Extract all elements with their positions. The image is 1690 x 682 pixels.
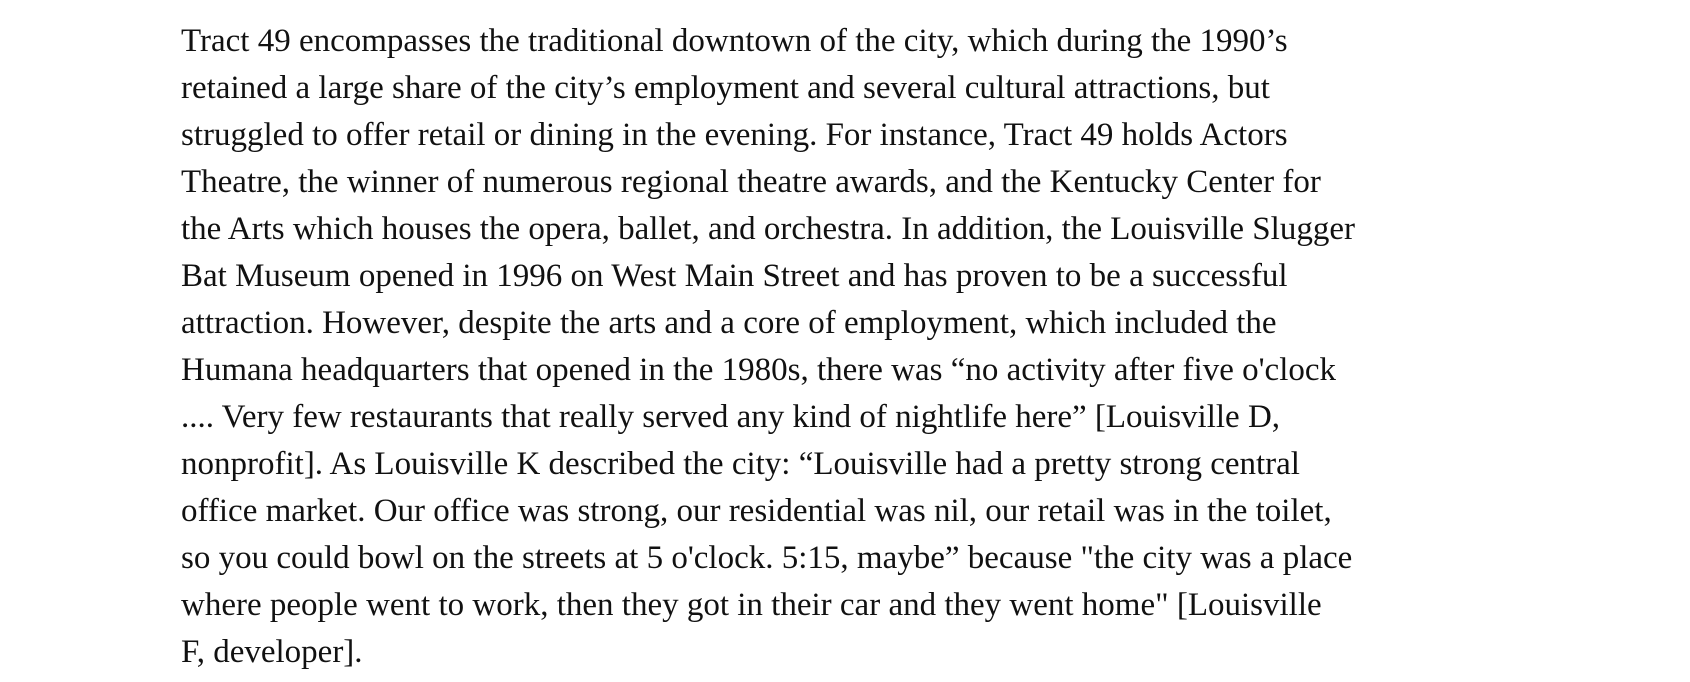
paragraph-line-3: struggled to offer retail or dining in the evening. For instance, Tract 49 holds Actors: [181, 117, 1288, 153]
paragraph-line-5: the Arts which houses the opera, ballet, and orchestra. In addition, the Louisville Slugger: [181, 211, 1355, 247]
paragraph-line-9: .... Very few restaurants that really served any kind of nightlife here” [Louisville D,: [181, 399, 1281, 435]
paragraph-line-4: Theatre, the winner of numerous regional theatre awards, and the Kentucky Center for: [181, 164, 1321, 200]
paragraph-line-13: where people went to work, then they got in their car and they went home" [Louisville: [181, 587, 1322, 623]
paragraph-line-11: office market. Our office was strong, our residential was nil, our retail was in the toilet,: [181, 493, 1332, 529]
paragraph-line-10: nonprofit]. As Louisville K described the city: “Louisville had a pretty strong central: [181, 446, 1300, 482]
paragraph-line-6: Bat Museum opened in 1996 on West Main Street and has proven to be a successful: [181, 258, 1288, 294]
paragraph-line-14: F, developer].: [181, 634, 363, 670]
paragraph-line-12: so you could bowl on the streets at 5 o'clock. 5:15, maybe” because "the city was a place: [181, 540, 1353, 576]
paragraph-line-7: attraction. However, despite the arts and a core of employment, which included the: [181, 305, 1277, 341]
paragraph-line-1: Tract 49 encompasses the traditional downtown of the city, which during the 1990’s: [181, 23, 1288, 59]
paragraph-line-8: Humana headquarters that opened in the 1980s, there was “no activity after five o'clock: [181, 352, 1337, 388]
body-paragraph: [181, 18, 1521, 676]
paragraph-line-2: retained a large share of the city’s employment and several cultural attractions, but: [181, 70, 1270, 106]
